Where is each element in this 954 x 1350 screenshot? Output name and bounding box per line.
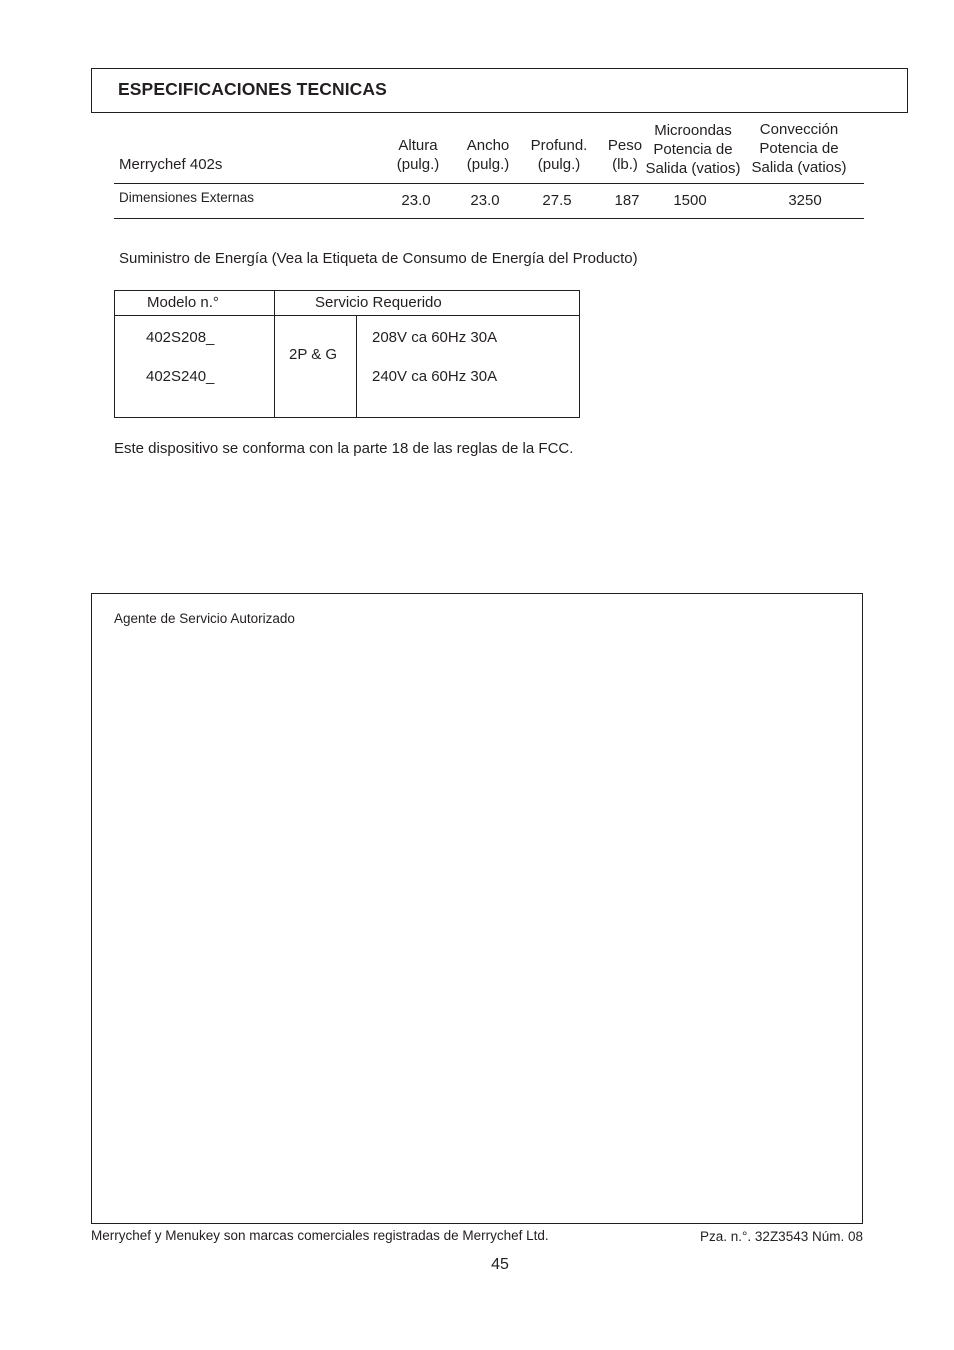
value-ancho: 23.0 bbox=[470, 192, 500, 209]
power-table-divider-1 bbox=[274, 290, 275, 418]
header-modelo: Modelo n.° bbox=[147, 294, 219, 311]
row-label: Dimensiones Externas bbox=[119, 190, 255, 205]
col-header-ancho: Ancho (pulg.) bbox=[466, 137, 510, 173]
trademark-note: Merrychef y Menukey son marcas comerciales registradas de Merrychef Ltd. bbox=[91, 1228, 549, 1243]
col-header-microondas: Microondas Potencia de Salida (vatios) bbox=[645, 122, 741, 177]
model-402s240: 402S240_ bbox=[146, 368, 215, 385]
part-number: Pza. n.°. 32Z3543 Núm. 08 bbox=[700, 1229, 863, 1244]
power-table-divider-2 bbox=[356, 316, 357, 418]
fcc-note: Este dispositivo se conforma con la parte 18 de las reglas de la FCC. bbox=[114, 440, 574, 457]
model-label: Merrychef 402s bbox=[119, 156, 223, 173]
value-peso: 187 bbox=[614, 192, 640, 209]
col-header-peso: Peso (lb.) bbox=[607, 137, 643, 173]
col-header-conveccion: Convección Potencia de Salida (vatios) bbox=[751, 121, 847, 176]
service-208v: 208V ca 60Hz 30A bbox=[372, 329, 498, 346]
service-agent-label: Agente de Servicio Autorizado bbox=[114, 611, 295, 626]
value-microondas: 1500 bbox=[673, 192, 707, 209]
col-header-altura: Altura (pulg.) bbox=[396, 137, 440, 173]
table-rule-top bbox=[114, 183, 864, 184]
section-title: ESPECIFICACIONES TECNICAS bbox=[118, 79, 387, 99]
energy-note: Suministro de Energía (Vea la Etiqueta de Consumo de Energía del Producto) bbox=[119, 250, 638, 267]
col-header-profund: Profund. (pulg.) bbox=[530, 137, 588, 173]
value-conveccion: 3250 bbox=[788, 192, 822, 209]
power-table-header-rule bbox=[114, 315, 580, 316]
model-402s208: 402S208_ bbox=[146, 329, 215, 346]
value-altura: 23.0 bbox=[401, 192, 431, 209]
service-240v: 240V ca 60Hz 30A bbox=[372, 368, 498, 385]
page-number: 45 bbox=[491, 1256, 509, 1273]
connection-type: 2P & G bbox=[289, 346, 338, 363]
value-profund: 27.5 bbox=[542, 192, 572, 209]
header-servicio: Servicio Requerido bbox=[315, 294, 442, 311]
service-agent-box bbox=[91, 593, 863, 1224]
table-rule-bottom bbox=[114, 218, 864, 219]
